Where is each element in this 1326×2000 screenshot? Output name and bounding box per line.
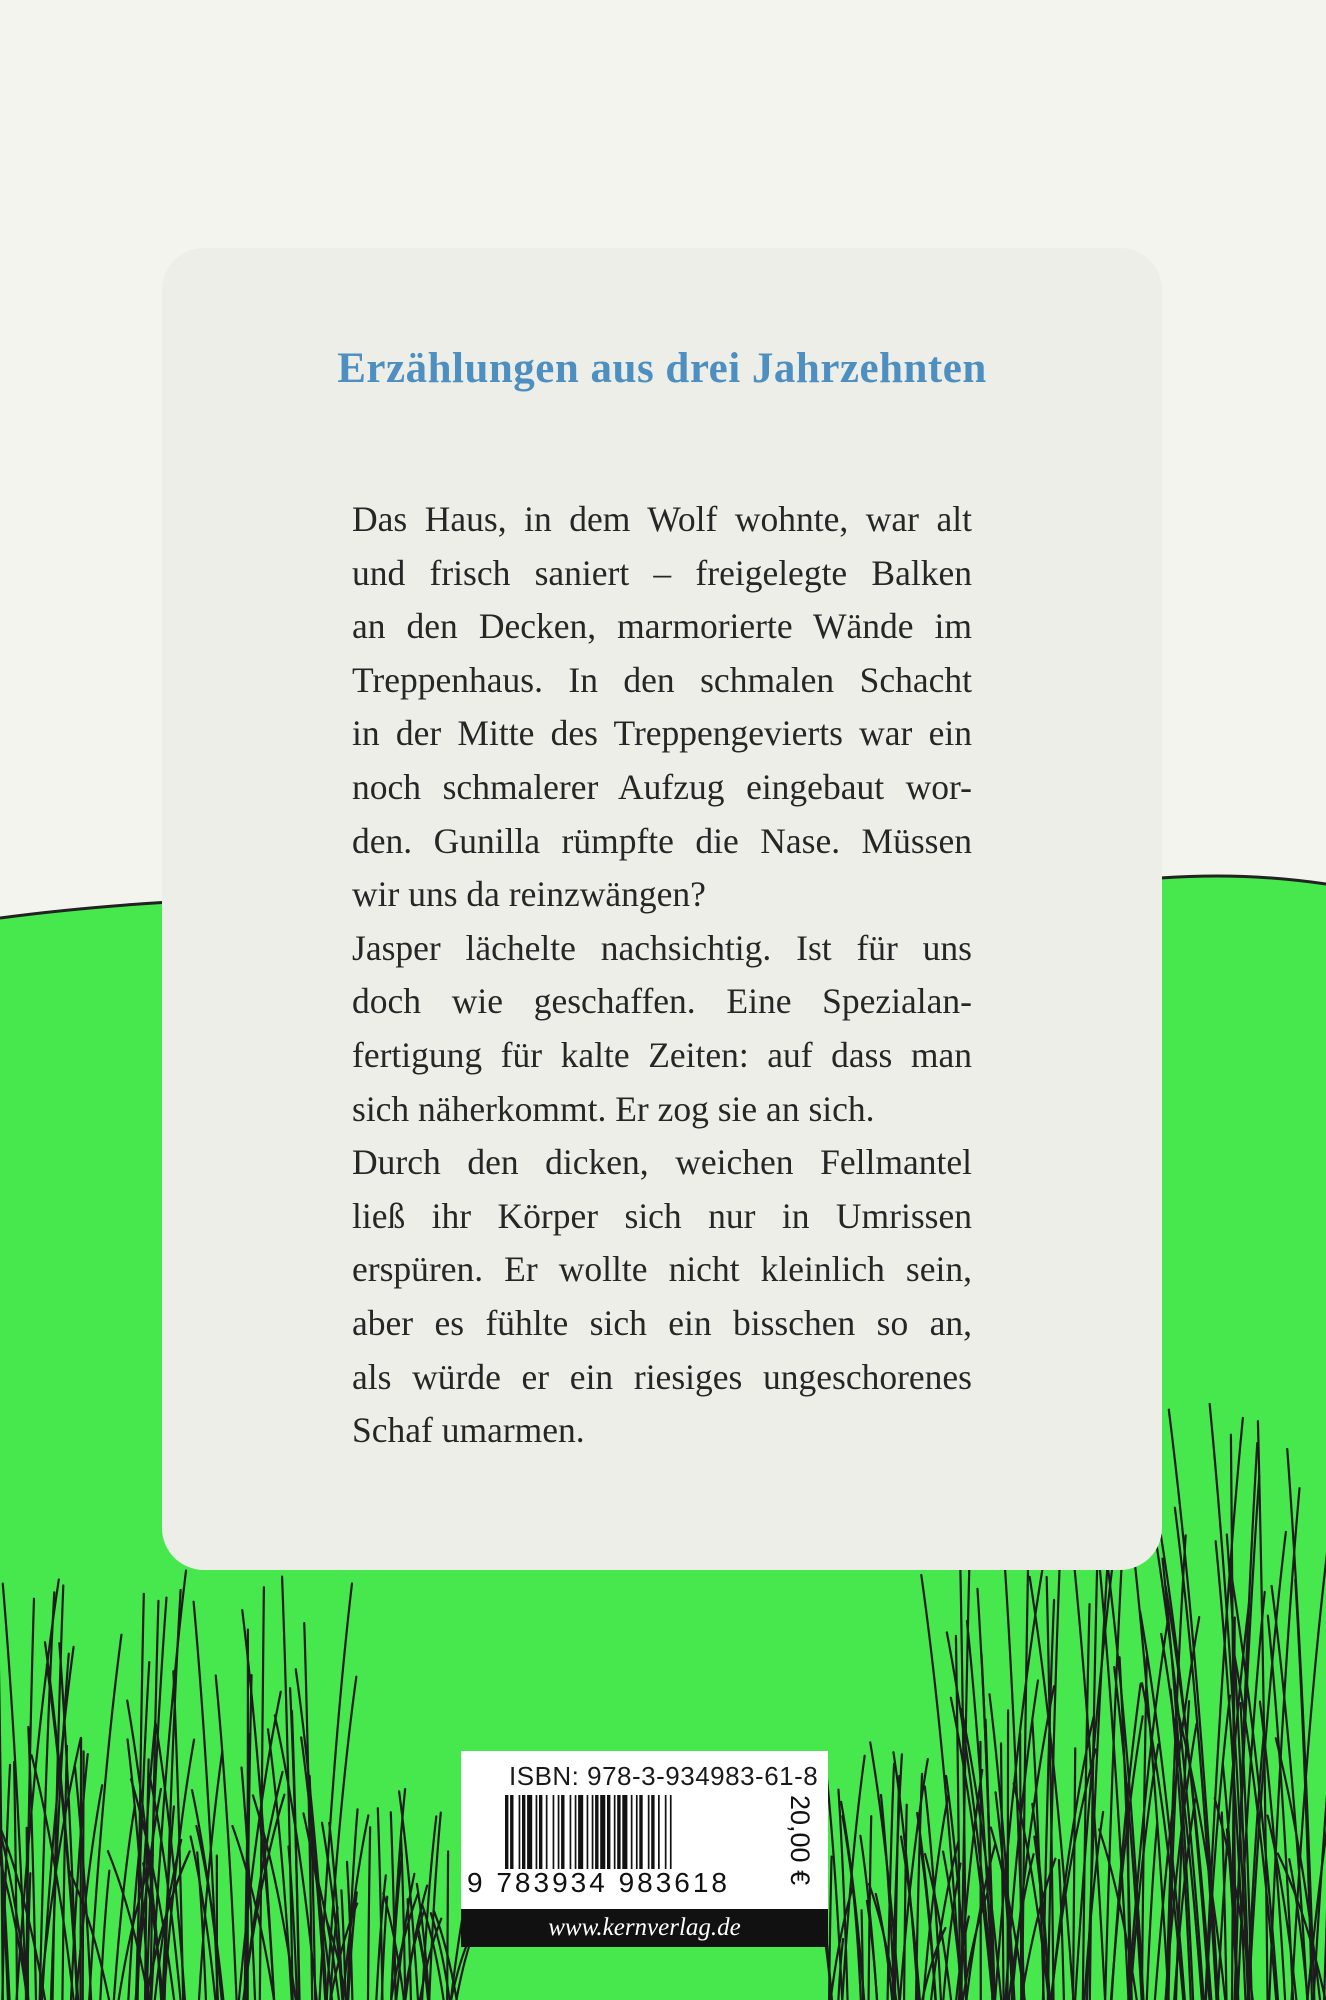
- blurb-line: den. Gunilla rümpfte die Nase. Müssen: [352, 820, 972, 861]
- barcode-bar: [665, 1795, 667, 1869]
- barcode-bar: [639, 1795, 642, 1869]
- barcode-bar: [607, 1795, 610, 1869]
- blurb-line: Das Haus, in dem Wolf wohnte, war alt: [352, 499, 972, 539]
- blurb-card: [162, 248, 1162, 1570]
- subtitle-heading: Erzählungen aus drei Jahrzehnten: [337, 345, 987, 392]
- barcode-bar: [670, 1795, 672, 1869]
- grass-blade: [1020, 1733, 1021, 2000]
- barcode-bar: [519, 1795, 521, 1869]
- barcode-bar: [558, 1795, 560, 1869]
- barcode-bar: [651, 1795, 654, 1869]
- blurb-line: Durch den dicken, weichen Fellmantel: [352, 1142, 972, 1183]
- blurb-line: noch schmalerer Aufzug eingebaut wor-: [352, 766, 972, 807]
- blurb-line: Schaf umarmen.: [352, 1410, 585, 1451]
- grass-blade: [81, 1738, 82, 2000]
- blurb-line: Jasper lächelte nachsichtig. Ist für uns: [352, 927, 972, 968]
- blurb-line: ließ ihr Körper sich nur in Umrissen: [352, 1195, 972, 1236]
- blurb-line: Treppenhaus. In den schmalen Schacht: [352, 659, 972, 700]
- barcode-bar: [546, 1795, 548, 1869]
- blurb-line: in der Mitte des Treppengevierts war ein: [352, 713, 972, 754]
- blurb-line: als würde er ein riesiges ungeschorenes: [352, 1356, 972, 1397]
- barcode-bar: [539, 1795, 542, 1869]
- barcode-bar: [587, 1795, 589, 1869]
- grass-blade: [27, 1828, 28, 2000]
- blurb-line: doch wie geschaffen. Eine Spezialan-: [352, 981, 972, 1022]
- blurb-line: und frisch saniert – freigelegte Balken: [352, 552, 972, 593]
- barcode-bar: [595, 1795, 598, 1869]
- barcode-bar: [522, 1795, 525, 1869]
- barcode-bar: [658, 1795, 660, 1869]
- barcode-bar: [600, 1795, 605, 1869]
- barcode-bar: [505, 1795, 508, 1869]
- barcode-bar: [636, 1795, 638, 1869]
- publisher-website: www.kernverlag.de: [461, 1909, 828, 1947]
- barcode-bar: [561, 1795, 564, 1869]
- blurb-text: [352, 493, 972, 1458]
- barcode-bar: [614, 1795, 616, 1869]
- barcode-bar: [617, 1795, 620, 1869]
- barcode-bar: [510, 1795, 513, 1869]
- barcode-bar: [570, 1795, 572, 1869]
- barcode-bar: [631, 1795, 633, 1869]
- barcode-bar: [622, 1795, 627, 1869]
- barcode-bar: [575, 1795, 577, 1869]
- blurb-line: erspüren. Er wollte nicht kleinlich sein,: [352, 1249, 972, 1290]
- barcode-bars: [505, 1795, 755, 1869]
- barcode-bar: [648, 1795, 650, 1869]
- barcode-bar: [527, 1795, 532, 1869]
- blurb-line: fertigung für kalte Zeiten: auf dass man: [352, 1034, 972, 1075]
- grass-blade: [447, 1851, 448, 2000]
- barcode-bar: [536, 1795, 538, 1869]
- blurb-line: sich näherkommt. Er zog sie an sich.: [352, 1088, 875, 1129]
- price-text: 20,00 €: [785, 1795, 815, 1886]
- barcode-bar: [578, 1795, 583, 1869]
- barcode-label: [461, 1751, 828, 1947]
- blurb-line: wir uns da reinzwängen?: [352, 874, 706, 915]
- isbn-text: ISBN: 978-3-934983-61-8: [509, 1761, 819, 1791]
- barcode-bar: [553, 1795, 555, 1869]
- blurb-line: an den Decken, marmorierte Wände im: [352, 606, 972, 647]
- ean-digits: 9 783934 983618: [467, 1867, 730, 1898]
- blurb-line: aber es fühlte sich ein bisschen so an,: [352, 1302, 972, 1343]
- barcode-bar: [592, 1795, 594, 1869]
